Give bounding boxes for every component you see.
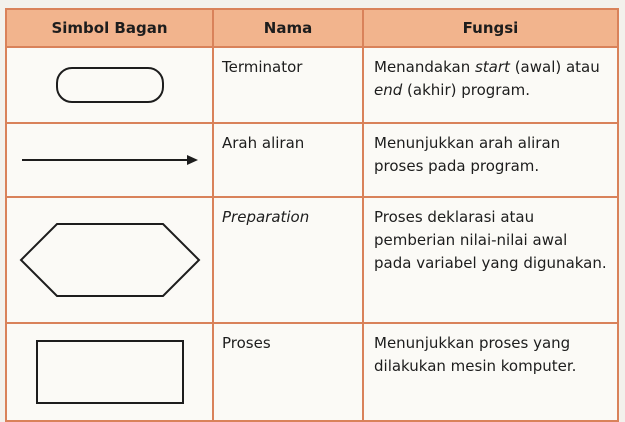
table-header-row xyxy=(6,9,618,47)
arrow-symbol-icon xyxy=(21,153,199,167)
nama-cell: Arah aliran xyxy=(213,123,363,197)
fungsi-text: (akhir) program. xyxy=(402,81,531,99)
table-row-preparation xyxy=(6,197,618,323)
hexagon-symbol-icon xyxy=(19,222,201,298)
symbol-cell xyxy=(6,197,213,323)
flowchart-symbols-table-container xyxy=(5,8,617,412)
symbol-cell xyxy=(6,323,213,421)
nama-cell: Terminator xyxy=(213,47,363,123)
nama-cell: Proses xyxy=(213,323,363,421)
fungsi-italic-start: start xyxy=(474,58,510,76)
table-row-proses xyxy=(6,323,618,421)
fungsi-cell: Proses deklarasi atau pemberian nilai-nilai awal pada variabel yang digunakan. xyxy=(363,197,618,323)
header-nama: Nama xyxy=(213,9,363,47)
symbol-cell xyxy=(6,123,213,197)
flowchart-symbols-table xyxy=(5,8,619,422)
nama-cell: Preparation xyxy=(213,197,363,323)
terminator-symbol-icon xyxy=(55,66,165,104)
fungsi-text: Menandakan xyxy=(374,58,475,76)
table-row-arah-aliran xyxy=(6,123,618,197)
header-fungsi: Fungsi xyxy=(363,9,618,47)
header-simbol-bagan: Simbol Bagan xyxy=(6,9,213,47)
fungsi-cell xyxy=(363,47,618,123)
symbol-cell xyxy=(6,47,213,123)
fungsi-cell: Menunjukkan proses yang dilakukan mesin komputer. xyxy=(363,323,618,421)
fungsi-cell: Menunjukkan arah aliran proses pada program. xyxy=(363,123,618,197)
fungsi-italic-end: end xyxy=(374,81,403,99)
fungsi-text: (awal) atau xyxy=(509,58,600,76)
rectangle-symbol-icon xyxy=(35,339,185,405)
table-row-terminator xyxy=(6,47,618,123)
